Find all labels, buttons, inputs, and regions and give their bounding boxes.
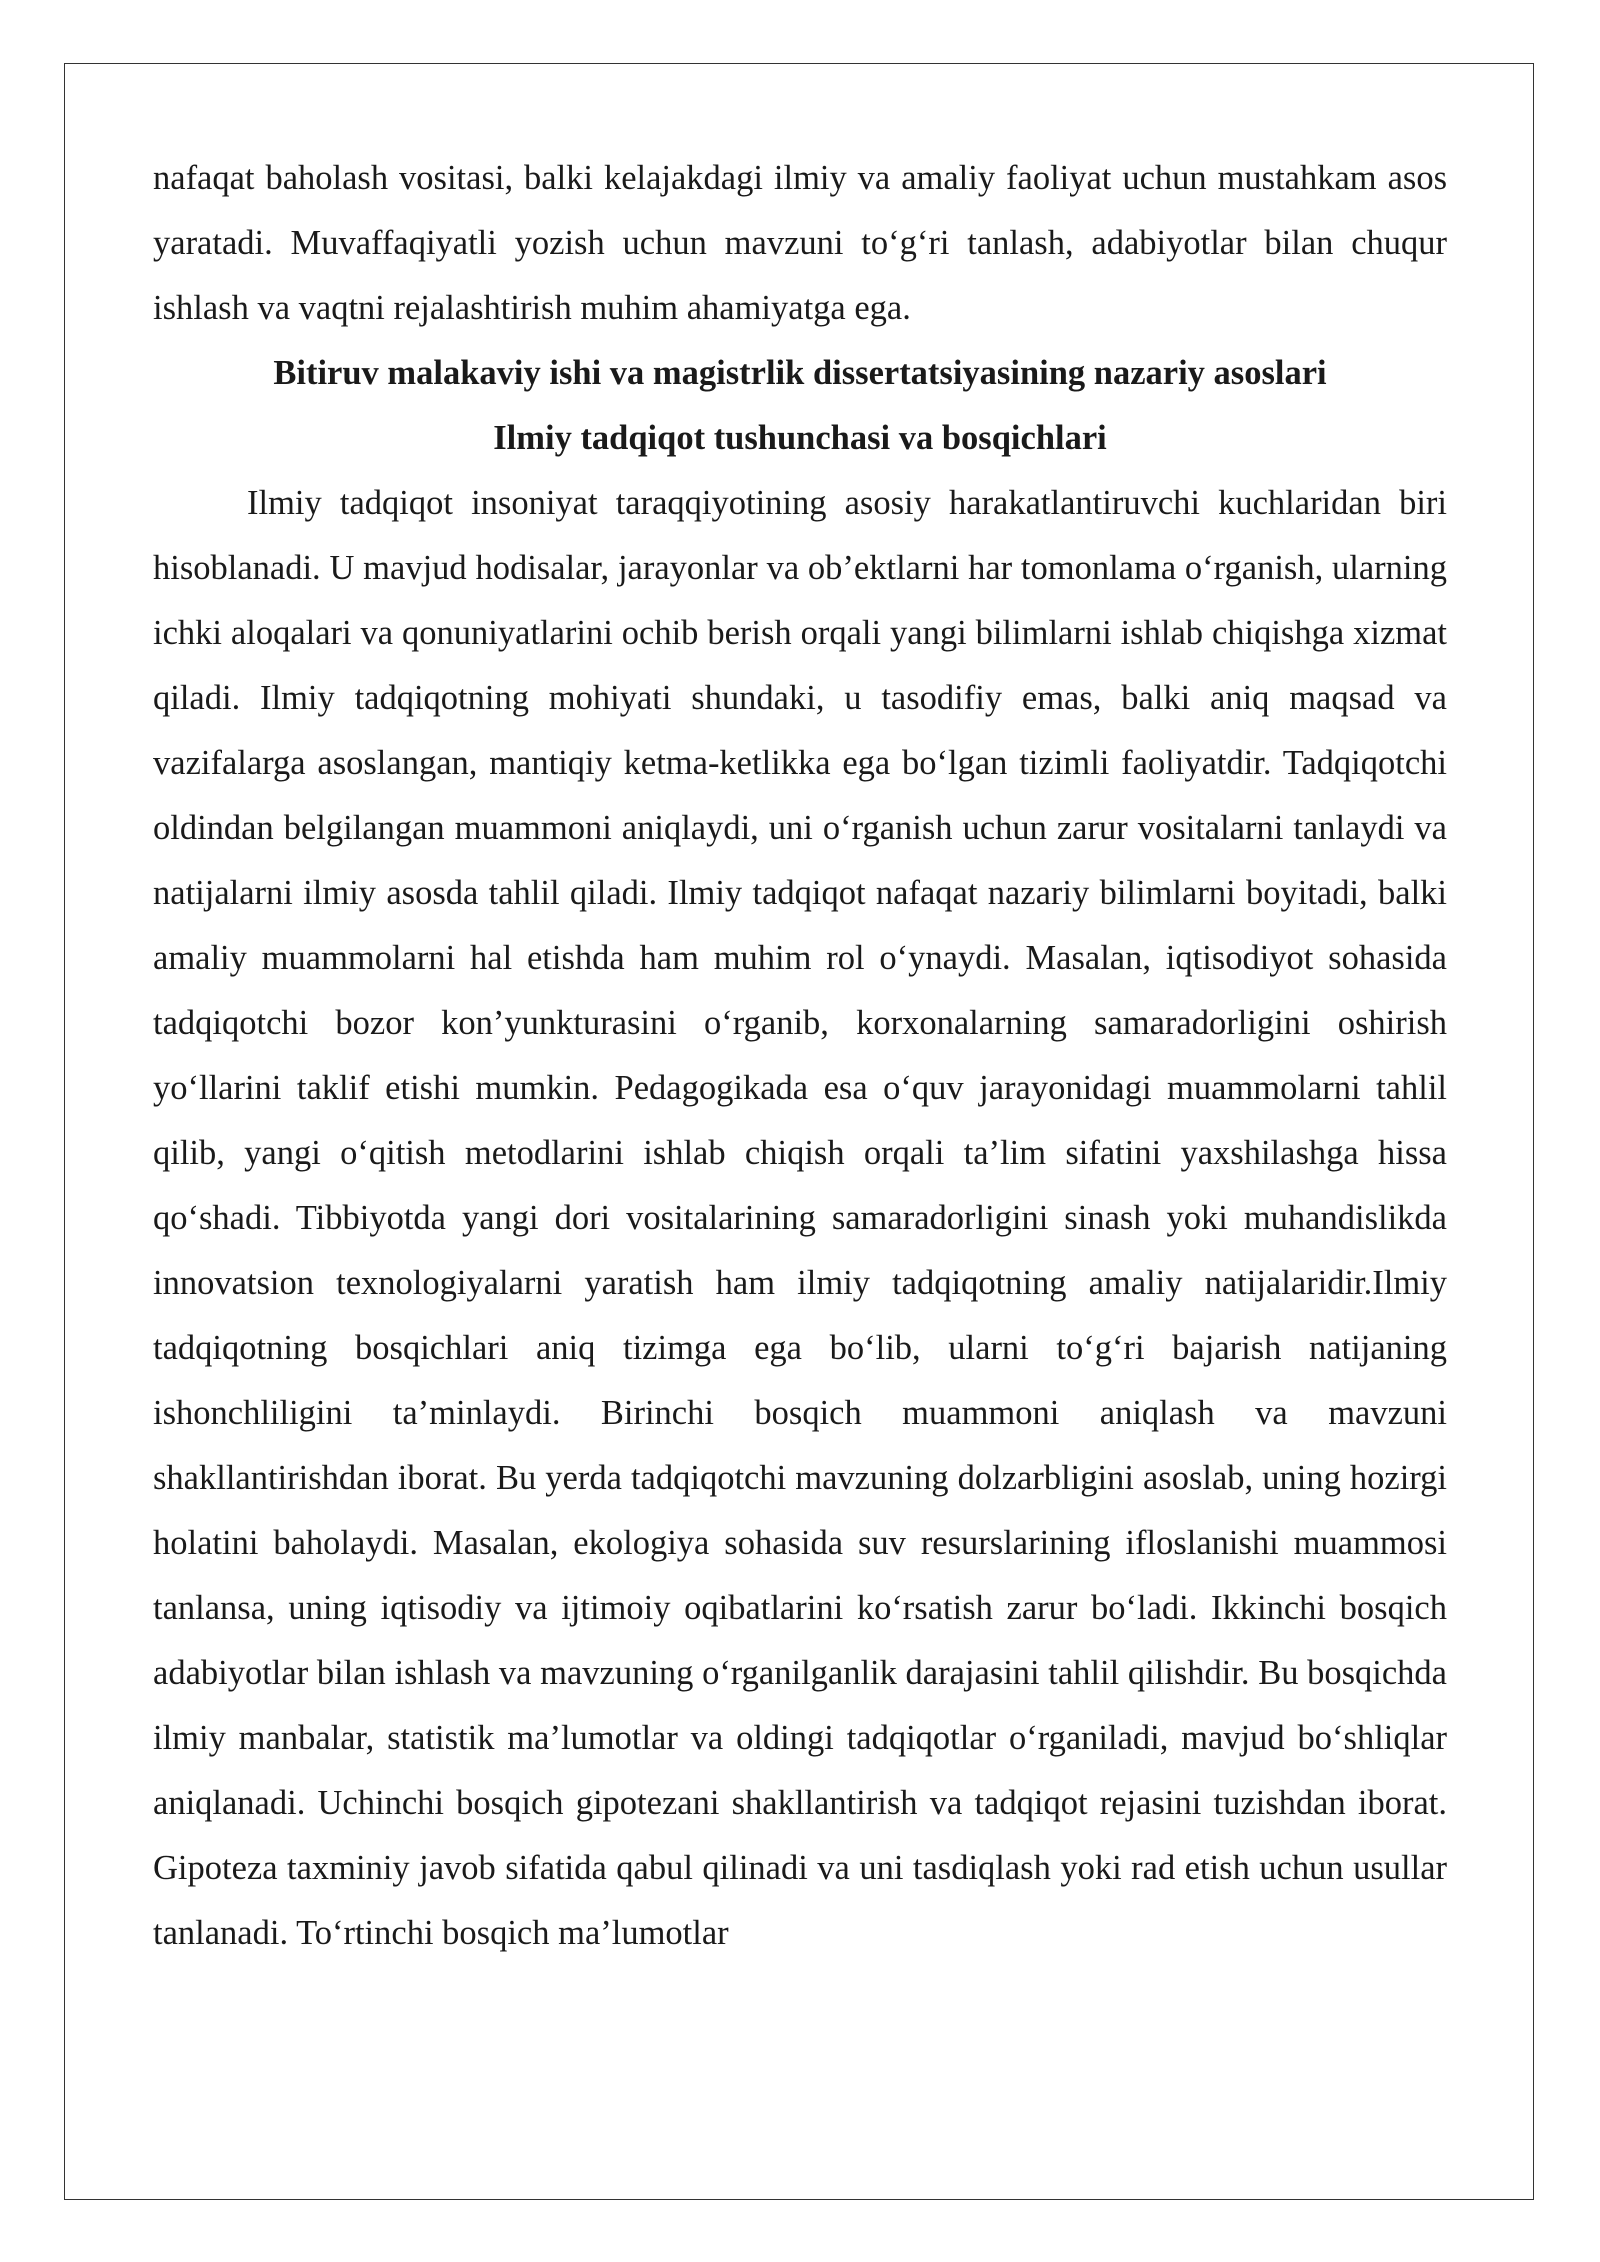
- document-body: [153, 146, 1447, 1966]
- subsection-heading: Ilmiy tadqiqot tushunchasi va bosqichlari: [493, 419, 1107, 457]
- section-heading: Bitiruv malakaviy ishi va magistrlik dissertatsiyasining nazariy asoslari: [273, 354, 1327, 392]
- paragraph-intro: nafaqat baholash vositasi, balki kelajakdagi ilmiy va amaliy faoliyat uchun mustahkam asos yaratadi. Muvaffaqiyatli yozish uchun mavzuni to‘g‘ri tanlash, adabiyotlar bilan chuqur ishlash va vaqtni rejalashtirish muhim ahamiyatga ega.: [153, 159, 1447, 327]
- paragraph-body: Ilmiy tadqiqot insoniyat taraqqiyotining asosiy harakatlantiruvchi kuchlaridan biri hisoblanadi. U mavjud hodisalar, jarayonlar va ob’ektlarni har tomonlama o‘rganish, ularning ichki aloqalari va qonuniyatlarini ochib berish orqali yangi bilimlarni ishlab chiqishga xizmat qiladi. Ilmiy tadqiqotning mohiyati shundaki, u tasodifiy emas, balki aniq maqsad va vazifalarga asoslangan, mantiqiy ketma-ketlikka ega bo‘lgan tizimli faoliyatdir. Tadqiqotchi oldindan belgilangan muammoni aniqlaydi, uni o‘rganish uchun zarur vositalarni tanlaydi va natijalarni ilmiy asosda tahlil qiladi. Ilmiy tadqiqot nafaqat nazariy bilimlarni boyitadi, balki amaliy muammolarni hal etishda ham muhim rol o‘ynaydi. Masalan, iqtisodiyot sohasida tadqiqotchi bozor kon’yunkturasini o‘rganib, korxonalarning samaradorligini oshirish yo‘llarini taklif etishi mumkin. Pedagogikada esa o‘quv jarayonidagi muammolarni tahlil qilib, yangi o‘qitish metodlarini ishlab chiqish orqali ta’lim sifatini yaxshilashga hissa qo‘shadi. Tibbiyotda yangi dori vositalarining samaradorligini sinash yoki muhandislikda innovatsion texnologiyalarni yaratish ham ilmiy tadqiqotning amaliy natijalaridir.Ilmiy tadqiqotning bosqichlari aniq tizimga ega bo‘lib, ularni to‘g‘ri bajarish natijaning ishonchliligini ta’minlaydi. Birinchi bosqich muammoni aniqlash va mavzuni shakllantirishdan iborat. Bu yerda tadqiqotchi mavzuning dolzarbligini asoslab, uning hozirgi holatini baholaydi. Masalan, ekologiya sohasida suv resurslarining ifloslanishi muammosi tanlansa, uning iqtisodiy va ijtimoiy oqibatlarini ko‘rsatish zarur bo‘ladi. Ikkinchi bosqich adabiyotlar bilan ishlash va mavzuning o‘rganilganlik darajasini tahlil qilishdir. Bu bosqichda ilmiy manbalar, statistik ma’lumotlar va oldingi tadqiqotlar o‘rganiladi, mavjud bo‘shliqlar aniqlanadi. Uchinchi bosqich gipotezani shakllantirish va tadqiqot rejasini tuzishdan iborat. Gipoteza taxminiy javob sifatida qabul qilinadi va uni tasdiqlash yoki rad etish uchun usullar tanlanadi. To‘rtinchi bosqich ma’lumotlar: [153, 484, 1447, 1952]
